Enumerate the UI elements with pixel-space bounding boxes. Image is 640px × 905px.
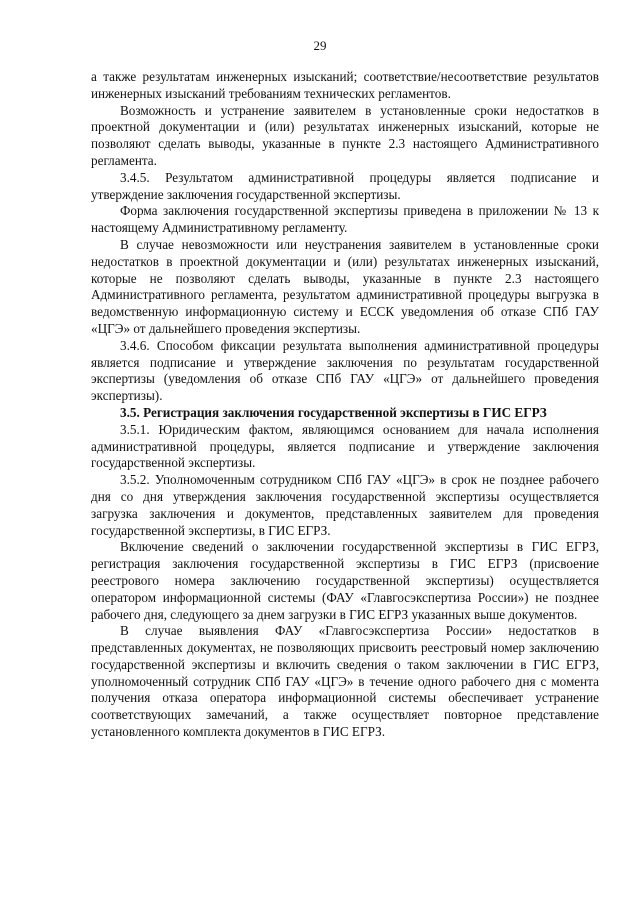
paragraph-3-5-1: 3.5.1. Юридическим фактом, являющимся основанием для начала исполнения административной процедуры, является подписание и утверждение заключения государственной экспертизы. xyxy=(91,421,599,471)
paragraph-3-4-6: 3.4.6. Способом фиксации результата выполнения административной процедуры является подписание и утверждение заключения по результатам государственной экспертизы (уведомления об отказе СПб ГАУ «ЦГЭ» от дальнейшего проведения экспертизы). xyxy=(91,337,599,404)
paragraph-deficiency-correction: Возможность и устранение заявителем в установленные сроки недостатков в проектной документации и (или) результатах инженерных изысканий, которые не позволяют сделать выводы, указанные в пункте 2.3 настоящего Административного регламента. xyxy=(91,102,599,168)
paragraph-3-4-5: 3.4.5. Результатом административной процедуры является подписание и утверждение заключения государственной экспертизы. xyxy=(91,169,599,202)
paragraph-3-5-2: 3.5.2. Уполномоченным сотрудником СПб ГАУ «ЦГЭ» в срок не позднее рабочего дня со дня утверждения заключения государственной экспертизы осуществляется загрузка заключения и документов, представленных заявителем для проведения государственной экспертизы, в ГИС ЕГРЗ. xyxy=(91,472,599,538)
page-number: 29 xyxy=(313,38,327,53)
paragraph-deficiency-detected: В случае выявления ФАУ «Главгосэкспертиза России» недостатков в представленных документах, не позволяющих присвоить реестровый номер заключению государственной экспертизы и включить сведения о таком заключении в ГИС ЕГРЗ, уполномоченный сотрудник СПб ГАУ «ЦГЭ» в течение одного рабочего дня с момента получения отказа оператора информационной системы обеспечивает устранение соответствующих замечаний, а также осуществляет повторное представление установленного комплекта документов в ГИС ЕГРЗ. xyxy=(91,623,599,740)
section-heading-3-5: 3.5. Регистрация заключения государственной экспертизы в ГИС ЕГРЗ xyxy=(120,404,547,420)
paragraph-registration: Включение сведений о заключении государственной экспертизы в ГИС ЕГРЗ, регистрация заключения государственной экспертизы в ГИС ЕГРЗ (присвоение реестрового номера заключению государственной экспертизы) осуществляется оператором информационной системы (ФАУ «Главгосэкспертиза России») не позднее рабочего дня, следующего за днем загрузки в ГИС ЕГРЗ указанных выше документов. xyxy=(91,539,599,622)
document-body xyxy=(91,69,599,741)
paragraph-refusal-case: В случае невозможности или неустранения заявителем в установленные сроки недостатков в проектной документации и (или) результатах инженерных изысканий, которые не позволяют сделать выводы, указанные в пункте 2.3 настоящего Административного регламента, результатом административной процедуры выгрузка в ведомственную информационную систему и ЕССК уведомления об отказе СПб ГАУ «ЦГЭ» от дальнейшего проведения экспертизы. xyxy=(91,236,599,336)
paragraph-continuation: а также результатам инженерных изысканий; соответствие/несоответствие результатов инженерных изысканий требованиям технических регламентов. xyxy=(91,69,599,101)
paragraph-conclusion-form: Форма заключения государственной экспертизы приведена в приложении № 13 к настоящему Административному регламенту. xyxy=(91,203,599,236)
